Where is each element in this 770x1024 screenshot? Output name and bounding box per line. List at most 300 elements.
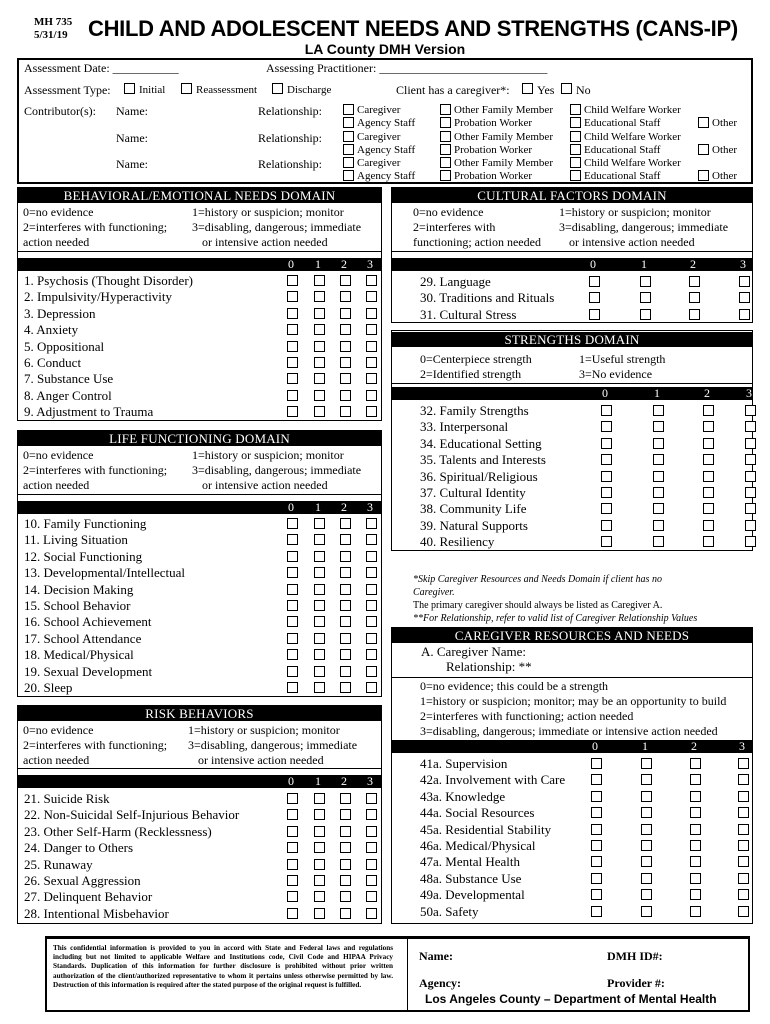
strengths-rating-2-checkbox[interactable] — [703, 421, 714, 432]
life-rating-0-checkbox[interactable] — [287, 534, 298, 545]
risk-rating-2-checkbox[interactable] — [340, 908, 351, 919]
life-rating-2-checkbox[interactable] — [340, 666, 351, 677]
contributor-1-rel-checkbox[interactable] — [343, 104, 354, 115]
risk-rating-1-checkbox[interactable] — [314, 826, 325, 837]
strengths-rating-0-checkbox[interactable] — [601, 405, 612, 416]
risk-rating-0-checkbox[interactable] — [287, 826, 298, 837]
legend-3: 3=disabling, dangerous; immediate or intensive action needed — [420, 724, 718, 738]
reassessment-checkbox[interactable] — [181, 83, 192, 94]
caregiver-domain-title: CAREGIVER RESOURCES AND NEEDS — [392, 628, 752, 643]
scale-label-3: 3 — [740, 257, 746, 271]
behavioral-rating-1-checkbox[interactable] — [314, 291, 325, 302]
contributor-1-rel-checkbox[interactable] — [440, 104, 451, 115]
life-rating-3-checkbox[interactable] — [366, 567, 377, 578]
strengths-rating-1-checkbox[interactable] — [653, 421, 664, 432]
strengths-rating-3-checkbox[interactable] — [745, 503, 756, 514]
strengths-rating-0-checkbox[interactable] — [601, 503, 612, 514]
risk-rating-1-checkbox[interactable] — [314, 859, 325, 870]
life-rating-0-checkbox[interactable] — [287, 518, 298, 529]
risk-rating-1-checkbox[interactable] — [314, 842, 325, 853]
contributor-name-label[interactable]: Name: — [116, 131, 148, 145]
behavioral-rating-0-checkbox[interactable] — [287, 406, 298, 417]
behavioral-rating-1-checkbox[interactable] — [314, 390, 325, 401]
risk-rating-0-checkbox[interactable] — [287, 875, 298, 886]
life-rating-3-checkbox[interactable] — [366, 534, 377, 545]
caregiver-relationship-field[interactable]: Relationship: ** — [446, 659, 532, 674]
behavioral-rating-3-checkbox[interactable] — [366, 373, 377, 384]
risk-rating-0-checkbox[interactable] — [287, 793, 298, 804]
scale-label-0: 0 — [288, 500, 294, 514]
life-rating-2-checkbox[interactable] — [340, 567, 351, 578]
agency-field[interactable]: Agency: — [419, 976, 461, 990]
contributor-relationship-label: Relationship: — [258, 104, 322, 118]
life-scale-header — [18, 501, 381, 514]
initial-checkbox[interactable] — [124, 83, 135, 94]
strengths-rating-2-checkbox[interactable] — [703, 536, 714, 547]
strengths-rating-1-checkbox[interactable] — [653, 405, 664, 416]
assessment-date-field[interactable]: Assessment Date: ___________ — [24, 61, 179, 75]
risk-rating-1-checkbox[interactable] — [314, 908, 325, 919]
cultural-rating-1-checkbox[interactable] — [640, 309, 651, 320]
life-rating-0-checkbox[interactable] — [287, 600, 298, 611]
behavioral-rating-3-checkbox[interactable] — [366, 308, 377, 319]
behavioral-rating-0-checkbox[interactable] — [287, 341, 298, 352]
legend-5: or intensive action needed — [569, 235, 695, 249]
caregiver-rating-2-checkbox[interactable] — [690, 873, 701, 884]
strengths-rating-1-checkbox[interactable] — [653, 438, 664, 449]
strengths-rating-3-checkbox[interactable] — [745, 487, 756, 498]
caregiver-rating-1-checkbox[interactable] — [641, 758, 652, 769]
life-rating-2-checkbox[interactable] — [340, 682, 351, 693]
caregiver-yes-checkbox[interactable] — [522, 83, 533, 94]
contributor-1-rel-checkbox[interactable] — [440, 117, 451, 128]
strengths-rating-1-checkbox[interactable] — [653, 520, 664, 531]
cultural-rating-1-checkbox[interactable] — [640, 292, 651, 303]
caregiver-rating-0-checkbox[interactable] — [591, 889, 602, 900]
life-rating-1-checkbox[interactable] — [314, 551, 325, 562]
scale-label-1: 1 — [315, 774, 321, 788]
legend-4: action needed — [23, 753, 90, 767]
footer-rule — [45, 936, 750, 939]
life-rating-1-checkbox[interactable] — [314, 649, 325, 660]
caregiver-rating-2-checkbox[interactable] — [690, 824, 701, 835]
life-rating-2-checkbox[interactable] — [340, 584, 351, 595]
strengths-rating-0-checkbox[interactable] — [601, 438, 612, 449]
caregiver-rating-2-checkbox[interactable] — [690, 774, 701, 785]
cultural-rating-2-checkbox[interactable] — [689, 276, 700, 287]
reassessment-label: Reassessment — [196, 84, 258, 96]
behavioral-rating-2-checkbox[interactable] — [340, 324, 351, 335]
behavioral-rating-3-checkbox[interactable] — [366, 357, 377, 368]
risk-item-label: 28. Intentional Misbehavior — [24, 905, 169, 921]
life-rating-0-checkbox[interactable] — [287, 567, 298, 578]
discharge-checkbox[interactable] — [272, 83, 283, 94]
behavioral-item-label: 8. Anger Control — [24, 387, 112, 403]
life-rating-0-checkbox[interactable] — [287, 682, 298, 693]
life-rating-1-checkbox[interactable] — [314, 584, 325, 595]
divider — [391, 383, 753, 384]
contributor-rel-option-label: Educational Staff — [584, 117, 661, 129]
contributor-3-rel-checkbox[interactable] — [570, 157, 581, 168]
strengths-item-label: 34. Educational Setting — [420, 435, 542, 451]
caregiver-item-label: 43a. Knowledge — [420, 788, 506, 804]
caregiver-rating-3-checkbox[interactable] — [738, 807, 749, 818]
contributor-rel-option-label: Caregiver — [357, 104, 401, 116]
life-rating-1-checkbox[interactable] — [314, 633, 325, 644]
caregiver-rating-1-checkbox[interactable] — [641, 807, 652, 818]
risk-rating-0-checkbox[interactable] — [287, 859, 298, 870]
life-item-label: 12. Social Functioning — [24, 548, 143, 564]
behavioral-rating-2-checkbox[interactable] — [340, 357, 351, 368]
behavioral-rating-3-checkbox[interactable] — [366, 390, 377, 401]
life-rating-2-checkbox[interactable] — [340, 616, 351, 627]
caregiver-rating-3-checkbox[interactable] — [738, 889, 749, 900]
strengths-rating-3-checkbox[interactable] — [745, 520, 756, 531]
strengths-rating-2-checkbox[interactable] — [703, 487, 714, 498]
strengths-rating-0-checkbox[interactable] — [601, 454, 612, 465]
scale-label-0: 0 — [288, 257, 294, 271]
caregiver-rating-0-checkbox[interactable] — [591, 840, 602, 851]
scale-label-1: 1 — [315, 500, 321, 514]
behavioral-rating-2-checkbox[interactable] — [340, 275, 351, 286]
behavioral-rating-1-checkbox[interactable] — [314, 373, 325, 384]
behavioral-rating-3-checkbox[interactable] — [366, 275, 377, 286]
life-rating-3-checkbox[interactable] — [366, 551, 377, 562]
cultural-rating-2-checkbox[interactable] — [689, 309, 700, 320]
risk-rating-0-checkbox[interactable] — [287, 908, 298, 919]
strengths-rating-1-checkbox[interactable] — [653, 454, 664, 465]
strengths-rating-1-checkbox[interactable] — [653, 487, 664, 498]
caregiver-rating-2-checkbox[interactable] — [690, 889, 701, 900]
risk-rating-3-checkbox[interactable] — [366, 859, 377, 870]
cultural-rating-2-checkbox[interactable] — [689, 292, 700, 303]
strengths-rating-2-checkbox[interactable] — [703, 503, 714, 514]
life-rating-3-checkbox[interactable] — [366, 518, 377, 529]
strengths-item-label: 38. Community Life — [420, 501, 527, 517]
life-item-label: 17. School Attendance — [24, 630, 142, 646]
risk-rating-0-checkbox[interactable] — [287, 842, 298, 853]
cultural-rating-0-checkbox[interactable] — [589, 309, 600, 320]
behavioral-rating-3-checkbox[interactable] — [366, 291, 377, 302]
risk-rating-3-checkbox[interactable] — [366, 908, 377, 919]
contributor-3-rel-checkbox[interactable] — [343, 170, 354, 181]
divider — [17, 251, 382, 252]
behavioral-domain-title: BEHAVIORAL/EMOTIONAL NEEDS DOMAIN — [18, 188, 381, 203]
form-title: CHILD AND ADOLESCENT NEEDS AND STRENGTHS (CANS-IP) — [88, 16, 738, 41]
life-rating-3-checkbox[interactable] — [366, 682, 377, 693]
cultural-rating-3-checkbox[interactable] — [739, 276, 750, 287]
caregiver-rating-2-checkbox[interactable] — [690, 906, 701, 917]
life-rating-1-checkbox[interactable] — [314, 518, 325, 529]
contributor-2-rel-checkbox[interactable] — [343, 131, 354, 142]
strengths-rating-2-checkbox[interactable] — [703, 454, 714, 465]
life-rating-3-checkbox[interactable] — [366, 633, 377, 644]
caregiver-rating-0-checkbox[interactable] — [591, 791, 602, 802]
caregiver-no-checkbox[interactable] — [561, 83, 572, 94]
risk-rating-2-checkbox[interactable] — [340, 875, 351, 886]
risk-rating-1-checkbox[interactable] — [314, 875, 325, 886]
legend-0: 0=Centerpiece strength — [420, 352, 532, 366]
behavioral-rating-0-checkbox[interactable] — [287, 308, 298, 319]
strengths-rating-3-checkbox[interactable] — [745, 536, 756, 547]
behavioral-rating-2-checkbox[interactable] — [340, 308, 351, 319]
life-rating-2-checkbox[interactable] — [340, 649, 351, 660]
contributor-3-rel-checkbox[interactable] — [440, 157, 451, 168]
caregiver-rating-3-checkbox[interactable] — [738, 824, 749, 835]
strengths-rating-1-checkbox[interactable] — [653, 503, 664, 514]
caregiver-rating-0-checkbox[interactable] — [591, 906, 602, 917]
behavioral-rating-3-checkbox[interactable] — [366, 341, 377, 352]
risk-rating-1-checkbox[interactable] — [314, 891, 325, 902]
risk-rating-2-checkbox[interactable] — [340, 793, 351, 804]
strengths-rating-0-checkbox[interactable] — [601, 520, 612, 531]
risk-rating-3-checkbox[interactable] — [366, 891, 377, 902]
life-rating-1-checkbox[interactable] — [314, 534, 325, 545]
confidentiality-notice: This confidential information is provided to you in accord with State and Federal laws and regulations including but not limited to applicable Welfare and Institutions code, Civil Code and HIPAA Privacy Standards. Duplication of this information for further disclosure is prohibited without prior written authorization of the client/authorized representative to whom it pertains unless otherwise permitted by law. Destruction of this information is required after the stated purpose of the original request is fulfilled. — [53, 944, 393, 989]
behavioral-rating-0-checkbox[interactable] — [287, 373, 298, 384]
risk-rating-2-checkbox[interactable] — [340, 859, 351, 870]
contributor-3-rel-checkbox[interactable] — [570, 170, 581, 181]
life-rating-0-checkbox[interactable] — [287, 633, 298, 644]
contributor-3-rel-checkbox[interactable] — [343, 157, 354, 168]
caregiver-rating-2-checkbox[interactable] — [690, 758, 701, 769]
risk-rating-3-checkbox[interactable] — [366, 842, 377, 853]
life-rating-1-checkbox[interactable] — [314, 666, 325, 677]
strengths-rating-3-checkbox[interactable] — [745, 421, 756, 432]
risk-rating-1-checkbox[interactable] — [314, 793, 325, 804]
caregiver-rating-3-checkbox[interactable] — [738, 758, 749, 769]
caregiver-name-field[interactable]: A. Caregiver Name: — [421, 644, 527, 659]
strengths-rating-3-checkbox[interactable] — [745, 438, 756, 449]
behavioral-rating-0-checkbox[interactable] — [287, 291, 298, 302]
strengths-rating-0-checkbox[interactable] — [601, 536, 612, 547]
contributor-1-rel-checkbox[interactable] — [570, 117, 581, 128]
caregiver-item-label: 41a. Supervision — [420, 756, 508, 771]
assessing-practitioner-field[interactable]: Assessing Practitioner: ____________________________ — [266, 61, 548, 75]
caregiver-rating-0-checkbox[interactable] — [591, 873, 602, 884]
caregiver-rating-3-checkbox[interactable] — [738, 840, 749, 851]
risk-rating-2-checkbox[interactable] — [340, 891, 351, 902]
risk-rating-3-checkbox[interactable] — [366, 826, 377, 837]
life-item-label: 19. Sexual Development — [24, 663, 153, 679]
life-rating-3-checkbox[interactable] — [366, 649, 377, 660]
caregiver-rating-1-checkbox[interactable] — [641, 824, 652, 835]
strengths-rating-2-checkbox[interactable] — [703, 405, 714, 416]
contributor-3-rel-checkbox[interactable] — [440, 170, 451, 181]
behavioral-rating-1-checkbox[interactable] — [314, 357, 325, 368]
client-name-field[interactable]: Name: — [419, 949, 453, 963]
cultural-item-label: 31. Cultural Stress — [420, 306, 517, 322]
contributor-2-rel-checkbox[interactable] — [440, 131, 451, 142]
behavioral-rating-3-checkbox[interactable] — [366, 406, 377, 417]
behavioral-rating-1-checkbox[interactable] — [314, 406, 325, 417]
caregiver-rating-1-checkbox[interactable] — [641, 873, 652, 884]
behavioral-rating-2-checkbox[interactable] — [340, 341, 351, 352]
legend-4: action needed — [23, 478, 90, 492]
behavioral-item-label: 6. Conduct — [24, 355, 82, 370]
form-revision-date: 5/31/19 — [34, 29, 68, 41]
strengths-rating-1-checkbox[interactable] — [653, 536, 664, 547]
risk-item-label: 27. Delinquent Behavior — [24, 889, 153, 905]
behavioral-rating-1-checkbox[interactable] — [314, 341, 325, 352]
contributor-3-rel-checkbox[interactable] — [698, 170, 709, 181]
life-rating-1-checkbox[interactable] — [314, 567, 325, 578]
contributor-rel-option-label: Other Family Member — [454, 131, 553, 143]
caregiver-rating-1-checkbox[interactable] — [641, 889, 652, 900]
scale-label-1: 1 — [315, 257, 321, 271]
caregiver-rating-2-checkbox[interactable] — [690, 840, 701, 851]
behavioral-rating-1-checkbox[interactable] — [314, 324, 325, 335]
behavioral-rating-0-checkbox[interactable] — [287, 357, 298, 368]
caregiver-rating-1-checkbox[interactable] — [641, 791, 652, 802]
risk-rating-0-checkbox[interactable] — [287, 891, 298, 902]
cultural-rating-1-checkbox[interactable] — [640, 276, 651, 287]
caregiver-rating-1-checkbox[interactable] — [641, 840, 652, 851]
legend-2: 2=interferes with functioning; action needed — [420, 709, 634, 723]
caregiver-rating-0-checkbox[interactable] — [591, 758, 602, 769]
behavioral-rating-0-checkbox[interactable] — [287, 324, 298, 335]
behavioral-rating-2-checkbox[interactable] — [340, 390, 351, 401]
contributor-rel-option-label: Caregiver — [357, 157, 401, 169]
life-rating-0-checkbox[interactable] — [287, 584, 298, 595]
caregiver-rating-3-checkbox[interactable] — [738, 856, 749, 867]
cultural-rating-3-checkbox[interactable] — [739, 309, 750, 320]
strengths-rating-2-checkbox[interactable] — [703, 471, 714, 482]
caregiver-rating-3-checkbox[interactable] — [738, 774, 749, 785]
risk-rating-3-checkbox[interactable] — [366, 809, 377, 820]
legend-4: action needed — [23, 235, 90, 249]
caregiver-rating-0-checkbox[interactable] — [591, 774, 602, 785]
behavioral-rating-2-checkbox[interactable] — [340, 406, 351, 417]
contributor-2-rel-checkbox[interactable] — [570, 144, 581, 155]
life-rating-1-checkbox[interactable] — [314, 682, 325, 693]
behavioral-rating-0-checkbox[interactable] — [287, 390, 298, 401]
caregiver-rating-3-checkbox[interactable] — [738, 873, 749, 884]
risk-rating-2-checkbox[interactable] — [340, 826, 351, 837]
strengths-rating-2-checkbox[interactable] — [703, 520, 714, 531]
contributor-rel-option-label: Other Family Member — [454, 104, 553, 116]
life-item-label: 18. Medical/Physical — [24, 647, 134, 663]
legend-1: 1=history or suspicion; monitor — [192, 448, 344, 462]
strengths-item-label: 35. Talents and Interests — [420, 452, 546, 468]
life-rating-0-checkbox[interactable] — [287, 666, 298, 677]
life-domain-title: LIFE FUNCTIONING DOMAIN — [18, 431, 381, 446]
risk-rating-0-checkbox[interactable] — [287, 809, 298, 820]
caregiver-rating-1-checkbox[interactable] — [641, 906, 652, 917]
life-rating-1-checkbox[interactable] — [314, 616, 325, 627]
legend-4: functioning; action needed — [413, 235, 541, 249]
strengths-rating-0-checkbox[interactable] — [601, 487, 612, 498]
contributor-2-rel-checkbox[interactable] — [440, 144, 451, 155]
caregiver-rating-0-checkbox[interactable] — [591, 856, 602, 867]
cultural-rating-0-checkbox[interactable] — [589, 276, 600, 287]
contributor-1-rel-checkbox[interactable] — [698, 117, 709, 128]
behavioral-rating-2-checkbox[interactable] — [340, 373, 351, 384]
dmh-id-field[interactable]: DMH ID#: — [607, 949, 663, 963]
contributor-2-rel-checkbox[interactable] — [343, 144, 354, 155]
contributor-2-rel-checkbox[interactable] — [570, 131, 581, 142]
life-rating-3-checkbox[interactable] — [366, 616, 377, 627]
behavioral-item-label: 3. Depression — [24, 305, 96, 321]
contributor-name-label[interactable]: Name: — [116, 157, 148, 171]
behavioral-rating-2-checkbox[interactable] — [340, 291, 351, 302]
life-rating-2-checkbox[interactable] — [340, 551, 351, 562]
behavioral-rating-0-checkbox[interactable] — [287, 275, 298, 286]
legend-3: 3=No evidence — [579, 367, 653, 381]
scale-label-0: 0 — [590, 257, 596, 271]
caregiver-item-label: 42a. Involvement with Care — [420, 772, 566, 788]
life-rating-0-checkbox[interactable] — [287, 551, 298, 562]
behavioral-item-label: 2. Impulsivity/Hyperactivity — [24, 289, 173, 305]
strengths-rating-3-checkbox[interactable] — [745, 471, 756, 482]
provider-field[interactable]: Provider #: — [607, 976, 665, 990]
scale-label-0: 0 — [288, 774, 294, 788]
life-rating-2-checkbox[interactable] — [340, 633, 351, 644]
contributor-rel-option-label: Other Family Member — [454, 157, 553, 169]
contributor-2-rel-checkbox[interactable] — [698, 144, 709, 155]
life-rating-3-checkbox[interactable] — [366, 600, 377, 611]
cultural-domain-title: CULTURAL FACTORS DOMAIN — [392, 188, 752, 203]
life-rating-0-checkbox[interactable] — [287, 649, 298, 660]
life-rating-3-checkbox[interactable] — [366, 666, 377, 677]
behavioral-rating-1-checkbox[interactable] — [314, 275, 325, 286]
strengths-rating-1-checkbox[interactable] — [653, 471, 664, 482]
caregiver-rating-1-checkbox[interactable] — [641, 774, 652, 785]
contributor-name-label[interactable]: Name: — [116, 104, 148, 118]
behavioral-item-label: 5. Oppositional — [24, 338, 105, 354]
department-name: Los Angeles County – Department of Mental Health — [425, 992, 717, 1006]
life-rating-2-checkbox[interactable] — [340, 600, 351, 611]
strengths-rating-3-checkbox[interactable] — [745, 405, 756, 416]
contributor-1-rel-checkbox[interactable] — [343, 117, 354, 128]
caregiver-rating-2-checkbox[interactable] — [690, 791, 701, 802]
caregiver-rating-1-checkbox[interactable] — [641, 856, 652, 867]
legend-0: 0=no evidence — [23, 723, 94, 737]
strengths-rating-0-checkbox[interactable] — [601, 471, 612, 482]
behavioral-rating-1-checkbox[interactable] — [314, 308, 325, 319]
life-rating-0-checkbox[interactable] — [287, 616, 298, 627]
risk-rating-3-checkbox[interactable] — [366, 875, 377, 886]
caregiver-rating-3-checkbox[interactable] — [738, 906, 749, 917]
life-rating-2-checkbox[interactable] — [340, 534, 351, 545]
risk-rating-3-checkbox[interactable] — [366, 793, 377, 804]
life-rating-1-checkbox[interactable] — [314, 600, 325, 611]
legend-2: 2=interferes with — [413, 220, 496, 234]
life-rating-3-checkbox[interactable] — [366, 584, 377, 595]
risk-rating-2-checkbox[interactable] — [340, 809, 351, 820]
strengths-rating-3-checkbox[interactable] — [745, 454, 756, 465]
caregiver-rating-3-checkbox[interactable] — [738, 791, 749, 802]
contributor-1-rel-checkbox[interactable] — [570, 104, 581, 115]
behavioral-rating-3-checkbox[interactable] — [366, 324, 377, 335]
risk-rating-2-checkbox[interactable] — [340, 842, 351, 853]
life-rating-2-checkbox[interactable] — [340, 518, 351, 529]
cultural-rating-0-checkbox[interactable] — [589, 292, 600, 303]
strengths-rating-2-checkbox[interactable] — [703, 438, 714, 449]
contributor-rel-option-label: Probation Worker — [454, 144, 533, 156]
legend-3: 3=disabling, dangerous; immediate — [188, 738, 358, 752]
cultural-rating-3-checkbox[interactable] — [739, 292, 750, 303]
contributor-rel-option-label: Probation Worker — [454, 117, 533, 129]
caregiver-rating-2-checkbox[interactable] — [690, 856, 701, 867]
strengths-scale-header — [392, 387, 752, 400]
caregiver-rating-2-checkbox[interactable] — [690, 807, 701, 818]
caregiver-rating-0-checkbox[interactable] — [591, 807, 602, 818]
risk-rating-1-checkbox[interactable] — [314, 809, 325, 820]
strengths-rating-0-checkbox[interactable] — [601, 421, 612, 432]
relationship-note: **For Relationship, refer to valid list of Caregiver Relationship Values — [413, 613, 698, 624]
caregiver-rating-0-checkbox[interactable] — [591, 824, 602, 835]
